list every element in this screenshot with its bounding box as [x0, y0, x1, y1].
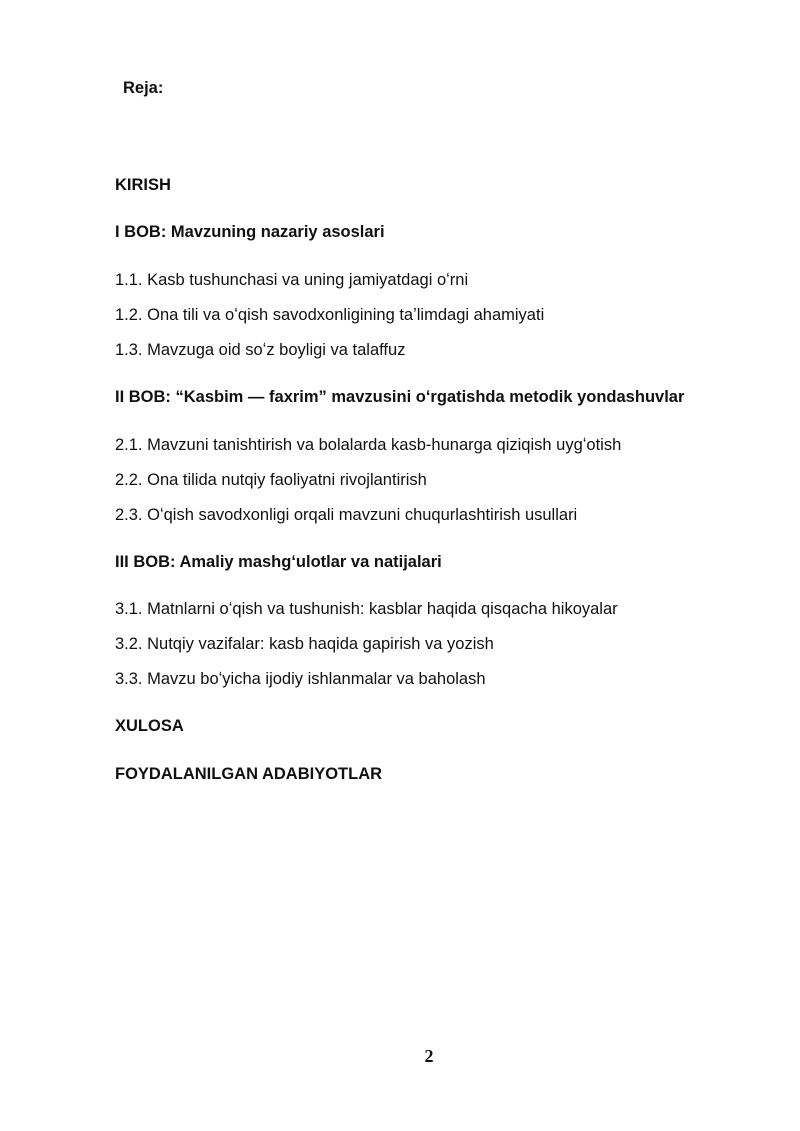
toc-item-2-1: 2.1. Mavzuni tanishtirish va bolalarda kasb-hunarga qiziqish uygʻotish	[115, 436, 622, 454]
toc-chapter-2-title: II BOB: “Kasbim — faxrim” mavzusini oʻrgatishda metodik yondashuvlar	[115, 388, 685, 406]
toc-item-1-2: 1.2. Ona tili va oʻqish savodxonligining taʼlimdagi ahamiyati	[115, 306, 545, 324]
toc-chapter-1-title: I BOB: Mavzuning nazariy asoslari	[115, 223, 385, 241]
toc-item-1-1: 1.1. Kasb tushunchasi va uning jamiyatdagi oʻrni	[115, 271, 469, 289]
toc-intro: KIRISH	[115, 176, 171, 194]
toc-references: FOYDALANILGAN ADABIYOTLAR	[115, 765, 383, 783]
toc-item-3-1: 3.1. Matnlarni oʻqish va tushunish: kasblar haqida qisqacha hikoyalar	[115, 600, 618, 618]
toc-chapter-3-title: III BOB: Amaliy mashgʻulotlar va natijalari	[115, 553, 442, 571]
plan-title: Reja:	[123, 79, 164, 97]
toc-item-2-2: 2.2. Ona tilida nutqiy faoliyatni rivojlantirish	[115, 471, 427, 489]
toc-conclusion: XULOSA	[115, 717, 184, 735]
toc-item-3-2: 3.2. Nutqiy vazifalar: kasb haqida gapirish va yozish	[115, 635, 494, 653]
page-number: 2	[424, 1046, 434, 1066]
toc-item-1-3: 1.3. Mavzuga oid soʻz boyligi va talaffuz	[115, 341, 406, 359]
toc-item-3-3: 3.3. Mavzu boʻyicha ijodiy ishlanmalar va baholash	[115, 670, 486, 688]
toc-item-2-3: 2.3. Oʻqish savodxonligi orqali mavzuni chuqurlashtirish usullari	[115, 506, 578, 524]
